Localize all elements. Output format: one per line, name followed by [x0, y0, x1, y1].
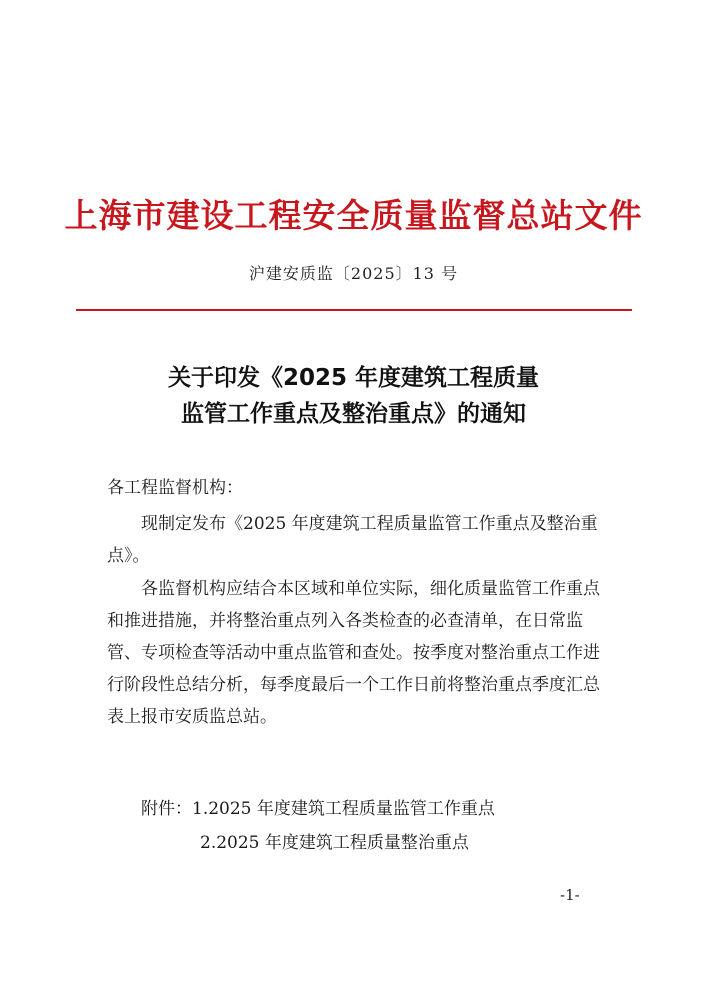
- document-title-line-2: 监管工作重点及整治重点》的通知: [181, 401, 526, 427]
- attachments-label: 附件：: [141, 799, 192, 819]
- issuing-organization-header: 上海市建设工程安全质量监督总站文件: [64, 196, 643, 235]
- document-title-line-1: 关于印发《2025 年度建筑工程质量: [167, 365, 540, 391]
- page-number: -1-: [560, 886, 580, 904]
- attachment-item-2: 2.2025 年度建筑工程质量整治重点: [200, 833, 469, 853]
- salutation: 各工程监督机构：: [107, 478, 243, 498]
- body-paragraph-1: 现制定发布《2025 年度建筑工程质量监管工作重点及整治重点》。: [107, 514, 598, 566]
- attachment-item-1-text: 1.2025 年度建筑工程质量监管工作重点: [192, 799, 495, 819]
- attachments-list: [141, 792, 495, 860]
- document-number: 沪建安质监〔2025〕13 号: [248, 264, 459, 283]
- body-paragraph-2: 各监督机构应结合本区域和单位实际，细化质量监管工作重点和推进措施，并将整治重点列入各类检查的必查清单，在日常监管、专项检查等活动中重点监管和查处。按季度对整治重点工作进行阶段性总结分析，每季度最后一个工作日前将整治重点季度汇总表上报市安质监总站。: [107, 579, 600, 727]
- attachment-item-1: [141, 792, 495, 826]
- document-title: [0, 360, 707, 432]
- red-divider-line: [76, 309, 632, 311]
